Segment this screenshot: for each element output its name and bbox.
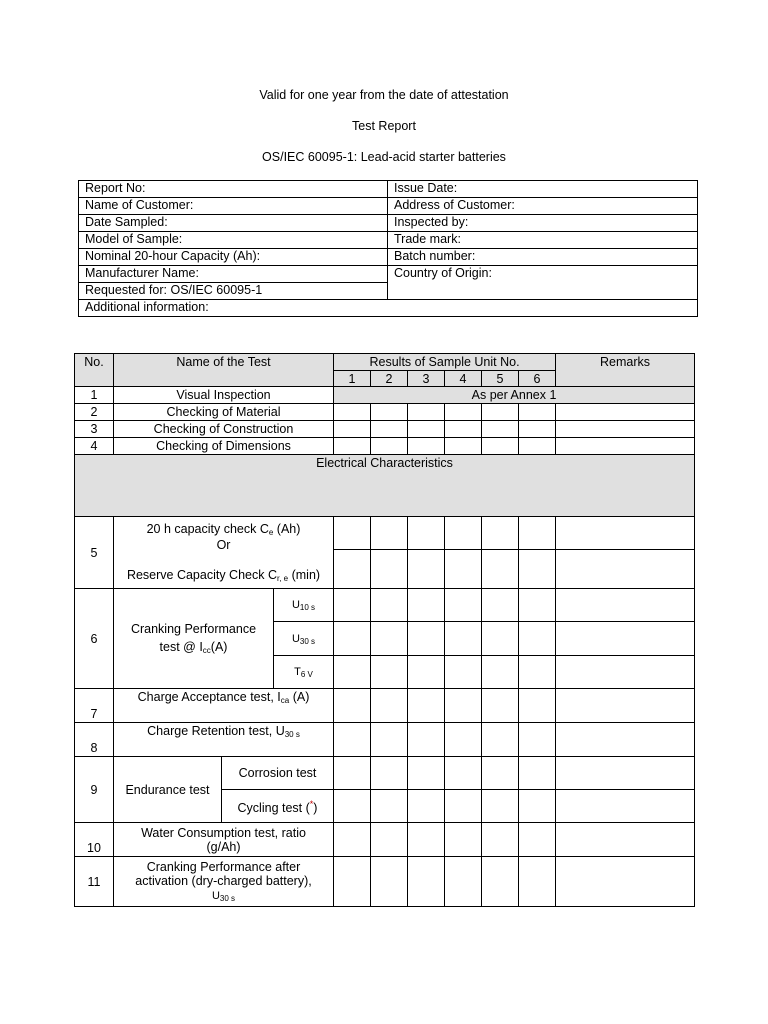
subtest-corrosion: Corrosion test: [222, 757, 334, 790]
unit-header: 6: [519, 371, 556, 387]
result-cell[interactable]: [334, 404, 371, 421]
table-row: [75, 404, 695, 421]
subtest-u30: U30 s: [274, 622, 334, 656]
result-cell[interactable]: [519, 689, 556, 723]
result-cell[interactable]: [445, 790, 482, 823]
result-cell[interactable]: [408, 823, 445, 857]
result-cell[interactable]: [334, 790, 371, 823]
unit-header: 3: [408, 371, 445, 387]
report-title: Test Report: [352, 119, 416, 133]
unit-header: 4: [445, 371, 482, 387]
table-row: [75, 387, 695, 404]
subtest-cycling: Cycling test (*): [222, 790, 334, 823]
table-row: [75, 517, 695, 550]
remarks-cell[interactable]: [556, 723, 695, 757]
inspected-by-field[interactable]: Inspected by:: [388, 215, 698, 232]
model-field[interactable]: Model of Sample:: [79, 232, 388, 249]
row-no: 3: [75, 421, 114, 438]
result-cell[interactable]: [482, 438, 519, 455]
batch-field[interactable]: Batch number:: [388, 249, 698, 266]
unit-header: 1: [334, 371, 371, 387]
result-cell[interactable]: [371, 689, 408, 723]
table-row: [75, 421, 695, 438]
test-name: Checking of Construction: [114, 421, 334, 438]
result-cell[interactable]: [334, 723, 371, 757]
result-cell[interactable]: [371, 517, 408, 550]
result-cell[interactable]: [371, 550, 408, 589]
test-name-charge-retention: Charge Retention test, U30 s: [114, 723, 334, 757]
result-cell[interactable]: [408, 757, 445, 790]
result-cell[interactable]: [445, 757, 482, 790]
test-name: Checking of Material: [114, 404, 334, 421]
result-cell[interactable]: [445, 857, 482, 907]
country-field[interactable]: Country of Origin:: [388, 266, 698, 300]
result-cell[interactable]: [334, 857, 371, 907]
requested-for-field[interactable]: Requested for: OS/IEC 60095-1: [79, 283, 388, 300]
remarks-cell[interactable]: [556, 757, 695, 790]
result-cell[interactable]: [408, 656, 445, 689]
result-cell[interactable]: [445, 589, 482, 622]
row-no: 10: [75, 823, 114, 857]
result-cell[interactable]: [519, 656, 556, 689]
result-cell[interactable]: [519, 517, 556, 550]
result-cell[interactable]: [519, 589, 556, 622]
annex-note: As per Annex 1: [334, 387, 695, 404]
result-cell[interactable]: [482, 589, 519, 622]
table-row: [75, 823, 695, 857]
report-info-table: [78, 180, 698, 317]
remarks-cell[interactable]: [556, 421, 695, 438]
table-row: [75, 757, 695, 790]
result-cell[interactable]: [482, 656, 519, 689]
result-cell[interactable]: [482, 857, 519, 907]
table-row: [75, 589, 695, 622]
test-name-water: Water Consumption test, ratio (g/Ah): [114, 823, 334, 857]
col-header-results: Results of Sample Unit No.: [334, 354, 556, 371]
test-name-charge-acceptance: Charge Acceptance test, Ica (A): [114, 689, 334, 723]
result-cell[interactable]: [334, 550, 371, 589]
remarks-cell[interactable]: [556, 790, 695, 823]
result-cell[interactable]: [371, 790, 408, 823]
test-name-cranking: Cranking Performance test @ Icc(A): [114, 589, 274, 689]
result-cell[interactable]: [371, 404, 408, 421]
result-cell[interactable]: [408, 517, 445, 550]
result-cell[interactable]: [482, 823, 519, 857]
result-cell[interactable]: [445, 823, 482, 857]
result-cell[interactable]: [482, 757, 519, 790]
result-cell[interactable]: [371, 757, 408, 790]
standard-title: OS/IEC 60095-1: Lead-acid starter batteries: [262, 150, 506, 164]
remarks-cell[interactable]: [556, 656, 695, 689]
result-cell[interactable]: [408, 404, 445, 421]
result-cell[interactable]: [482, 723, 519, 757]
trade-mark-field[interactable]: Trade mark:: [388, 232, 698, 249]
result-cell[interactable]: [371, 622, 408, 656]
remarks-cell[interactable]: [556, 622, 695, 656]
table-row: [75, 723, 695, 757]
remarks-cell[interactable]: [556, 550, 695, 589]
result-cell[interactable]: [371, 857, 408, 907]
test-name-capacity: 20 h capacity check Ce (Ah) Or Reserve Capacity Check Cr, e (min): [114, 517, 334, 589]
remarks-cell[interactable]: [556, 404, 695, 421]
test-name-cranking-activation: Cranking Performance after activation (dry-charged battery), U30 s: [114, 857, 334, 907]
result-cell[interactable]: [519, 550, 556, 589]
result-cell[interactable]: [408, 421, 445, 438]
result-cell[interactable]: [445, 404, 482, 421]
row-no: 5: [75, 517, 114, 589]
result-cell[interactable]: [519, 757, 556, 790]
result-cell[interactable]: [519, 823, 556, 857]
table-row: [75, 857, 695, 907]
row-no: 9: [75, 757, 114, 823]
result-cell[interactable]: [408, 723, 445, 757]
result-cell[interactable]: [482, 790, 519, 823]
remarks-cell[interactable]: [556, 823, 695, 857]
result-cell[interactable]: [519, 622, 556, 656]
result-cell[interactable]: [519, 857, 556, 907]
result-cell[interactable]: [482, 689, 519, 723]
row-no: 1: [75, 387, 114, 404]
additional-info-field[interactable]: Additional information:: [79, 300, 698, 317]
result-cell[interactable]: [334, 421, 371, 438]
result-cell[interactable]: [445, 689, 482, 723]
footnote-asterisk: *: [309, 798, 314, 809]
row-no: 7: [75, 689, 114, 723]
result-cell[interactable]: [408, 622, 445, 656]
result-cell[interactable]: [408, 550, 445, 589]
result-cell[interactable]: [408, 589, 445, 622]
test-name: Visual Inspection: [114, 387, 334, 404]
result-cell[interactable]: [334, 823, 371, 857]
result-cell[interactable]: [408, 790, 445, 823]
result-cell[interactable]: [408, 438, 445, 455]
result-cell[interactable]: [445, 550, 482, 589]
result-cell[interactable]: [482, 517, 519, 550]
remarks-cell[interactable]: [556, 589, 695, 622]
result-cell[interactable]: [445, 421, 482, 438]
result-cell[interactable]: [519, 421, 556, 438]
result-cell[interactable]: [334, 589, 371, 622]
result-cell[interactable]: [519, 438, 556, 455]
result-cell[interactable]: [334, 438, 371, 455]
subtest-u10: U10 s: [274, 589, 334, 622]
report-no-field[interactable]: Report No:: [79, 181, 388, 198]
result-cell[interactable]: [445, 723, 482, 757]
test-name: Checking of Dimensions: [114, 438, 334, 455]
issue-date-field[interactable]: Issue Date:: [388, 181, 698, 198]
row-no: 11: [75, 857, 114, 907]
result-cell[interactable]: [445, 656, 482, 689]
row-no: 8: [75, 723, 114, 757]
result-cell[interactable]: [334, 757, 371, 790]
test-results-table: [74, 353, 695, 907]
unit-header: 5: [482, 371, 519, 387]
remarks-cell[interactable]: [556, 857, 695, 907]
remarks-cell[interactable]: [556, 689, 695, 723]
result-cell[interactable]: [408, 689, 445, 723]
result-cell[interactable]: [482, 550, 519, 589]
result-cell[interactable]: [445, 438, 482, 455]
table-row: [75, 438, 695, 455]
subtest-t6: T6 V: [274, 656, 334, 689]
result-cell[interactable]: [482, 622, 519, 656]
result-cell[interactable]: [408, 857, 445, 907]
manufacturer-field[interactable]: Manufacturer Name:: [79, 266, 388, 283]
result-cell[interactable]: [445, 622, 482, 656]
result-cell[interactable]: [519, 404, 556, 421]
result-cell[interactable]: [371, 421, 408, 438]
result-cell[interactable]: [371, 723, 408, 757]
test-name-endurance: Endurance test: [114, 757, 222, 823]
remarks-cell[interactable]: [556, 517, 695, 550]
table-row: [75, 689, 695, 723]
row-no: 4: [75, 438, 114, 455]
result-cell[interactable]: [482, 421, 519, 438]
validity-note: Valid for one year from the date of attestation: [259, 88, 509, 102]
result-cell[interactable]: [334, 517, 371, 550]
result-cell[interactable]: [519, 723, 556, 757]
result-cell[interactable]: [445, 517, 482, 550]
result-cell[interactable]: [334, 689, 371, 723]
col-header-no: No.: [75, 354, 114, 387]
result-cell[interactable]: [334, 622, 371, 656]
col-header-test: Name of the Test: [114, 354, 334, 387]
row-no: 6: [75, 589, 114, 689]
date-sampled-field[interactable]: Date Sampled:: [79, 215, 388, 232]
capacity-field[interactable]: Nominal 20-hour Capacity (Ah):: [79, 249, 388, 266]
customer-address-field[interactable]: Address of Customer:: [388, 198, 698, 215]
unit-header: 2: [371, 371, 408, 387]
remarks-cell[interactable]: [556, 438, 695, 455]
customer-name-field[interactable]: Name of Customer:: [79, 198, 388, 215]
result-cell[interactable]: [371, 438, 408, 455]
result-cell[interactable]: [334, 656, 371, 689]
row-no: 2: [75, 404, 114, 421]
col-header-remarks: Remarks: [556, 354, 695, 387]
result-cell[interactable]: [519, 790, 556, 823]
result-cell[interactable]: [371, 589, 408, 622]
result-cell[interactable]: [371, 656, 408, 689]
result-cell[interactable]: [371, 823, 408, 857]
result-cell[interactable]: [482, 404, 519, 421]
section-electrical: Electrical Characteristics: [75, 455, 695, 517]
